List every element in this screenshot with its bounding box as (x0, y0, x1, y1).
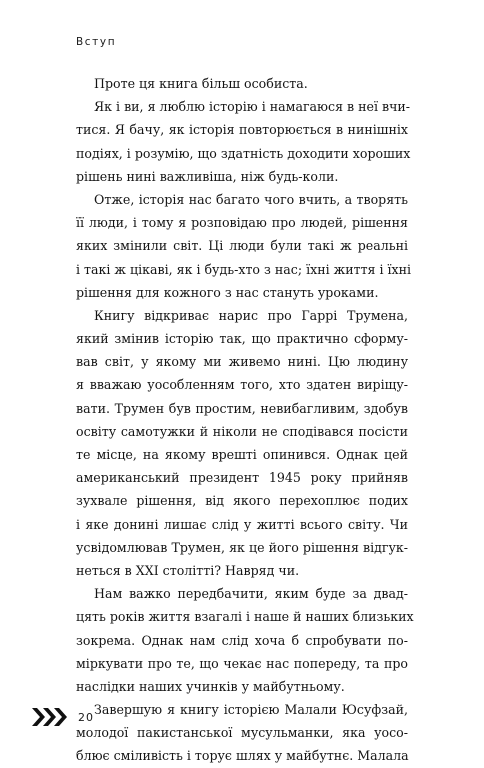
text-line: вав світ, у якому ми живемо нині. Цю людину (76, 354, 408, 370)
text-line: і такі ж цікаві, як і будь-хто з нас; їхні життя і їхні (76, 261, 412, 277)
text-line: Завершую я книгу історією Малали Юсуфзай, (94, 702, 408, 718)
running-head: Вступ (76, 36, 117, 48)
text-line: рішення для кожного з нас стануть уроками. (76, 284, 379, 300)
text-line: Книгу відкриває нарис про Гаррі Трумена, (94, 307, 408, 323)
text-line: Як і ви, я люблю історію і намагаюся в неї вчи- (94, 99, 411, 115)
text-line: я вважаю уособленням того, хто здатен виріщу- (76, 377, 408, 393)
text-line: і яке донині лишає слід у житті всього світу. Чи (76, 516, 408, 532)
text-line: американський президент 1945 року прийняв (76, 470, 408, 486)
text-line: її люди, і тому я розповідаю про людей, рішення (76, 215, 408, 231)
page-footer (32, 708, 94, 726)
text-line: яких змінили світ. Ці люди були такі ж реальні (76, 238, 408, 254)
text-line: Нам важко передбачити, яким буде за двад- (94, 586, 408, 602)
text-line: усвідомлював Трумен, як це його рішення відгук- (76, 539, 408, 555)
page-number: 20 (78, 710, 94, 724)
triple-chevron-right-icon (32, 708, 68, 726)
text-line: наслідки наших учинків у майбутньому. (76, 678, 345, 694)
text-line: зухвале рішення, від якого перехоплює подих (76, 493, 408, 509)
text-line: зокрема. Однак нам слід хоча б спробувати по- (76, 632, 408, 648)
body-text (76, 72, 414, 768)
text-line: Проте ця книга більш особиста. (94, 76, 308, 91)
text-line: те місце, на якому врешті опинився. Однак цей (76, 447, 408, 462)
paragraph (76, 72, 408, 95)
text-line: Отже, історія нас багато чого вчить, а творять (94, 191, 408, 207)
paragraph (76, 582, 414, 698)
text-line: рішень нині важливіша, ніж будь-коли. (76, 168, 339, 184)
text-line: блює сміливість і торує шлях у майбутнє. Малала (76, 748, 409, 764)
text-line: який змінив історію так, що практично сформу- (76, 331, 408, 347)
text-line: неться в XXI столітті? Навряд чи. (76, 562, 300, 578)
paragraph (76, 304, 408, 582)
paragraph (76, 188, 412, 304)
text-line: молодої пакистанської мусульманки, яка уосо- (76, 725, 408, 741)
text-line: подіях, і розумію, що здатність доходити хороших (76, 145, 411, 161)
paragraph (76, 698, 408, 768)
text-line: цять років життя взагалі і наше й наших близьких (76, 609, 414, 625)
text-line: освіту самотужки й ніколи не сподівався посісти (76, 423, 408, 439)
text-line: міркувати про те, що чекає нас попереду, та про (76, 655, 408, 671)
text-line: тися. Я бачу, як історія повторюється в нинішніх (76, 122, 408, 138)
text-line: вати. Трумен був простим, невибагливим, здобув (76, 400, 408, 416)
paragraph (76, 95, 411, 188)
